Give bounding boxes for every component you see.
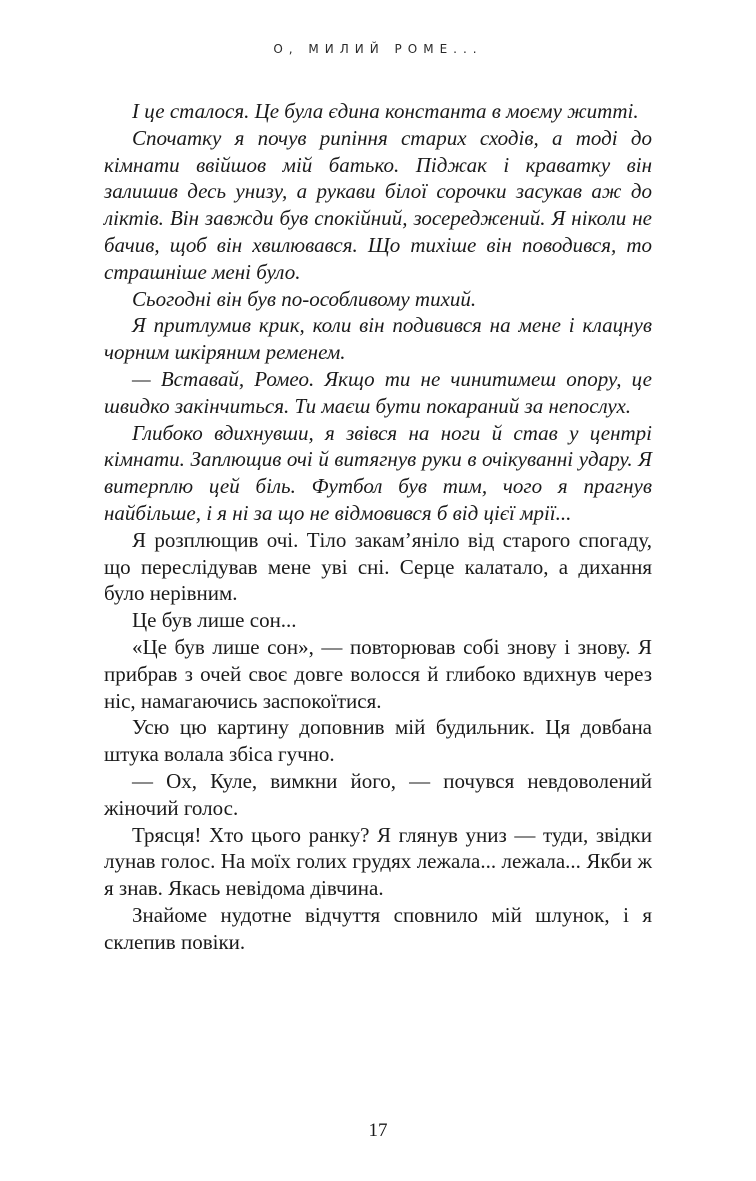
- paragraph-13: Знайоме нудотне відчуття сповнило мій шлунок, і я склепив повіки.: [104, 902, 652, 954]
- paragraph-9: «Це був лише сон», — повторював собі знову і знову. Я прибрав з очей своє довге волосся й глибоко вдихнув через ніс, намагаючись заспокоїтися.: [104, 634, 652, 713]
- running-header: О, МИЛИЙ РОМЕ...: [273, 42, 483, 56]
- body-text: [104, 98, 652, 956]
- page-number: 17: [368, 1120, 388, 1141]
- paragraph-4: Я притлумив крик, коли він подивився на мене і клацнув чорним шкіряним ременем.: [104, 313, 652, 365]
- paragraph-8: Це був лише сон...: [132, 608, 297, 633]
- paragraph-2: Спочатку я почув рипіння старих сходів, а тоді до кімнати ввійшов мій батько. Піджак і краватку він залишив десь унизу, а рукави білої сорочки засукав аж до ліктів. Він завжди був спокійний, зосереджений. Я ніколи не бачив, щоб він хвилювався. Що тихіше він поводився, то страшніше мені було.: [104, 125, 652, 284]
- paragraph-7: Я розплющив очі. Тіло закам’яніло від старого спогаду, що переслідував мене уві сні. Серце калатало, а дихання було нерівним.: [104, 527, 652, 606]
- paragraph-3: Сьогодні він був по-особливому тихий.: [132, 286, 477, 311]
- paragraph-5: — Вставай, Ромео. Якщо ти не чинитимеш опору, це швидко закінчиться. Ти маєш бути покараний за непослух.: [104, 366, 652, 418]
- paragraph-10: Усю цю картину доповнив мій будильник. Ця довбана штука волала збіса гучно.: [104, 715, 652, 767]
- paragraph-12: Трясця! Хто цього ранку? Я глянув униз — туди, звідки лунав голос. На моїх голих грудях лежала... лежала... Якби ж я знав. Якась невідома дівчина.: [104, 822, 652, 901]
- paragraph-11: — Ох, Куле, вимкни його, — почувся невдоволений жіночий голос.: [104, 768, 652, 820]
- paragraph-1: І це сталося. Це була єдина константа в моєму житті.: [132, 99, 639, 123]
- paragraph-6: Глибоко вдихнувши, я звівся на ноги й став у центрі кімнати. Заплющив очі й витягнув руки в очікуванні удару. Я витерплю цей біль. Футбол був тим, чого я прагнув найбільше, і я ні за що не відмовився б від цієї мрії...: [104, 420, 652, 525]
